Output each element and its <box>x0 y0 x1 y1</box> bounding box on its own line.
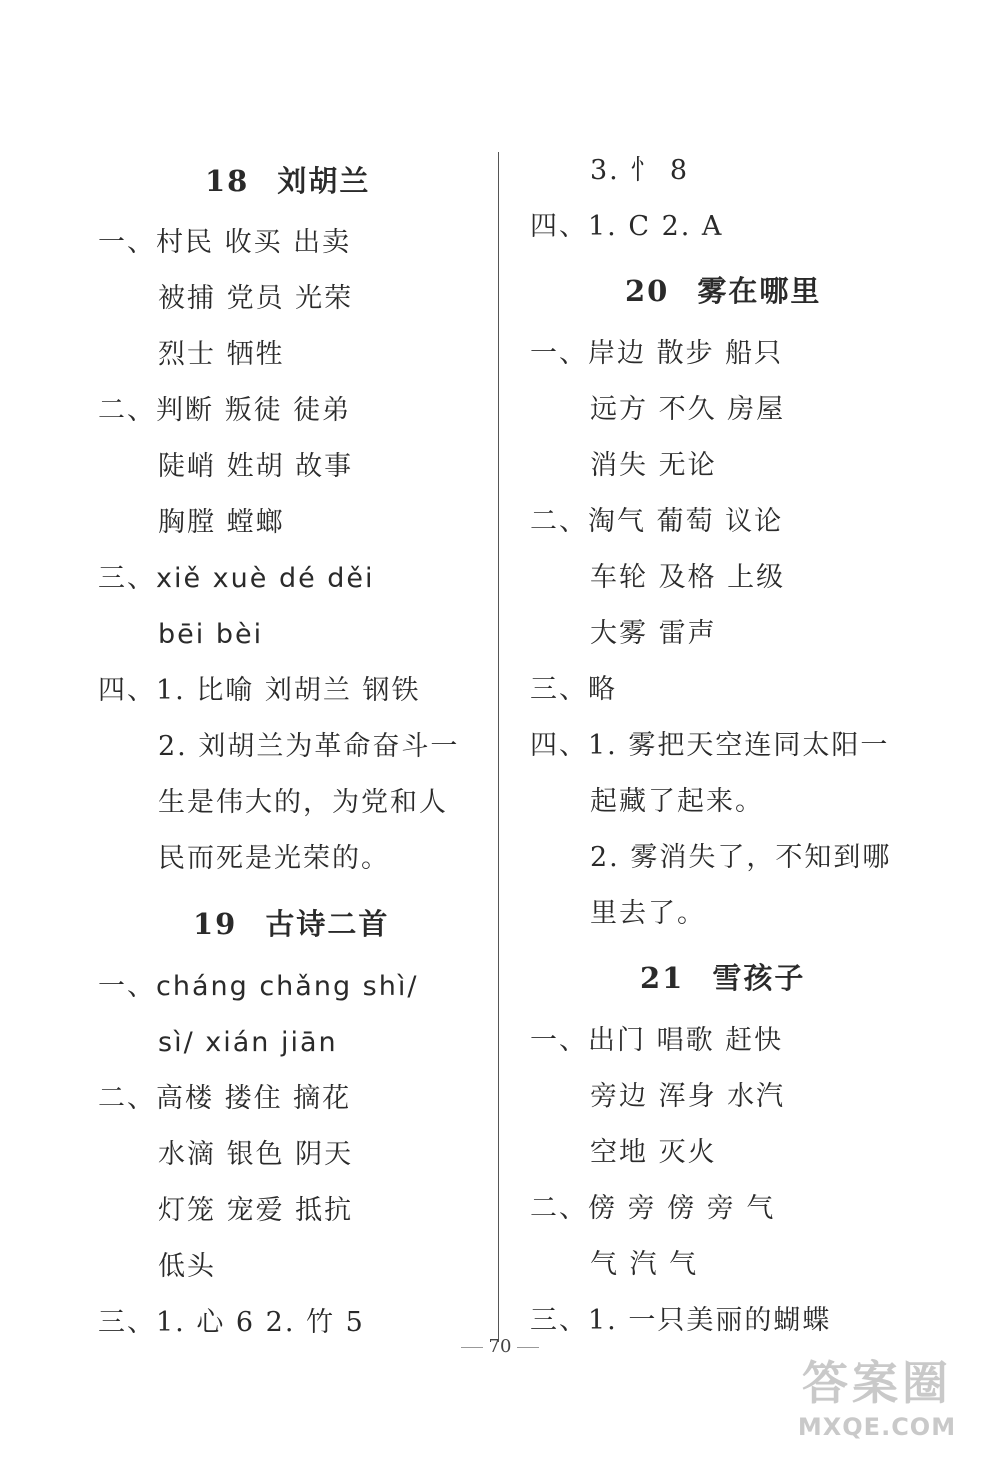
answer-line: 三、1. 心 6 2. 竹 5 <box>98 1307 365 1338</box>
answer-line: 2. 雾消失了，不知到哪 <box>590 842 892 873</box>
answer-line: 二、判断 叛徒 徒弟 <box>98 395 352 426</box>
answer-line: 灯笼 宠爱 抵抗 <box>158 1195 354 1226</box>
answer-line: 四、1. 比喻 刘胡兰 钢铁 <box>98 675 421 706</box>
answer-line: 二、傍 旁 傍 旁 气 <box>530 1193 776 1224</box>
answer-line: 3. 忄 8 <box>590 155 690 186</box>
section-number: 21 <box>640 961 685 995</box>
watermark-text: 答案圈 <box>802 1356 952 1410</box>
section-18-heading <box>205 161 370 201</box>
answer-line: 气 汽 气 <box>590 1249 699 1280</box>
section-title: 雾在哪里 <box>697 274 822 308</box>
answer-line: 一、岸边 散步 船只 <box>530 338 784 369</box>
page-number <box>440 1336 560 1357</box>
answer-line: 起藏了起来。 <box>590 786 764 817</box>
answer-line: 三、略 <box>530 674 617 705</box>
page-number-text: 70 <box>488 1336 512 1357</box>
watermark-url: MXQE.COM <box>797 1413 957 1441</box>
section-title: 刘胡兰 <box>277 164 371 198</box>
answer-line: 被捕 党员 光荣 <box>158 283 354 314</box>
answer-line: 车轮 及格 上级 <box>590 562 786 593</box>
answer-line: 远方 不久 房屋 <box>590 394 786 425</box>
answer-line: 2. 刘胡兰为革命奋斗一 <box>158 731 460 762</box>
answer-line: 四、1. C 2. A <box>530 211 724 242</box>
column-divider <box>498 152 499 1342</box>
answer-line: 生是伟大的，为党和人 <box>158 787 448 818</box>
page-dash <box>517 1347 539 1348</box>
page-dash <box>461 1347 483 1348</box>
pinyin-line: 一、cháng chǎng shì/ <box>98 971 419 1002</box>
answer-line: 陡峭 姓胡 故事 <box>158 451 354 482</box>
answer-line: 里去了。 <box>590 898 706 929</box>
section-number: 19 <box>193 907 238 941</box>
section-21-heading <box>640 958 805 998</box>
pinyin-line: sì/ xián jiān <box>158 1027 338 1058</box>
section-title: 雪孩子 <box>712 961 806 995</box>
answer-line: 水滴 银色 阴天 <box>158 1139 354 1170</box>
answer-line: 四、1. 雾把天空连同太阳一 <box>530 730 890 761</box>
watermark-logo <box>772 1353 982 1463</box>
answer-line: 二、淘气 葡萄 议论 <box>530 506 784 537</box>
section-number: 20 <box>625 274 670 308</box>
answer-line: 民而死是光荣的。 <box>158 843 390 874</box>
answer-line: 胸膛 螳螂 <box>158 507 285 538</box>
answer-line: 大雾 雷声 <box>590 618 717 649</box>
section-title: 古诗二首 <box>265 907 390 941</box>
answer-line: 消失 无论 <box>590 450 717 481</box>
section-number: 18 <box>205 164 250 198</box>
answer-line: 三、1. 一只美丽的蝴蝶 <box>530 1305 832 1336</box>
answer-line: 二、高楼 搂住 摘花 <box>98 1083 352 1114</box>
pinyin-line: 三、xiě xuè dé děi <box>98 563 375 594</box>
answer-line: 旁边 浑身 水汽 <box>590 1081 786 1112</box>
answer-line: 一、村民 收买 出卖 <box>98 227 352 258</box>
section-20-heading <box>625 271 821 311</box>
answer-line: 烈士 牺牲 <box>158 339 285 370</box>
answer-line: 空地 灭火 <box>590 1137 717 1168</box>
answer-line: 一、出门 唱歌 赶快 <box>530 1025 784 1056</box>
section-19-heading <box>193 904 389 944</box>
pinyin-line: bēi bèi <box>158 619 264 650</box>
answer-line: 低头 <box>158 1251 216 1282</box>
